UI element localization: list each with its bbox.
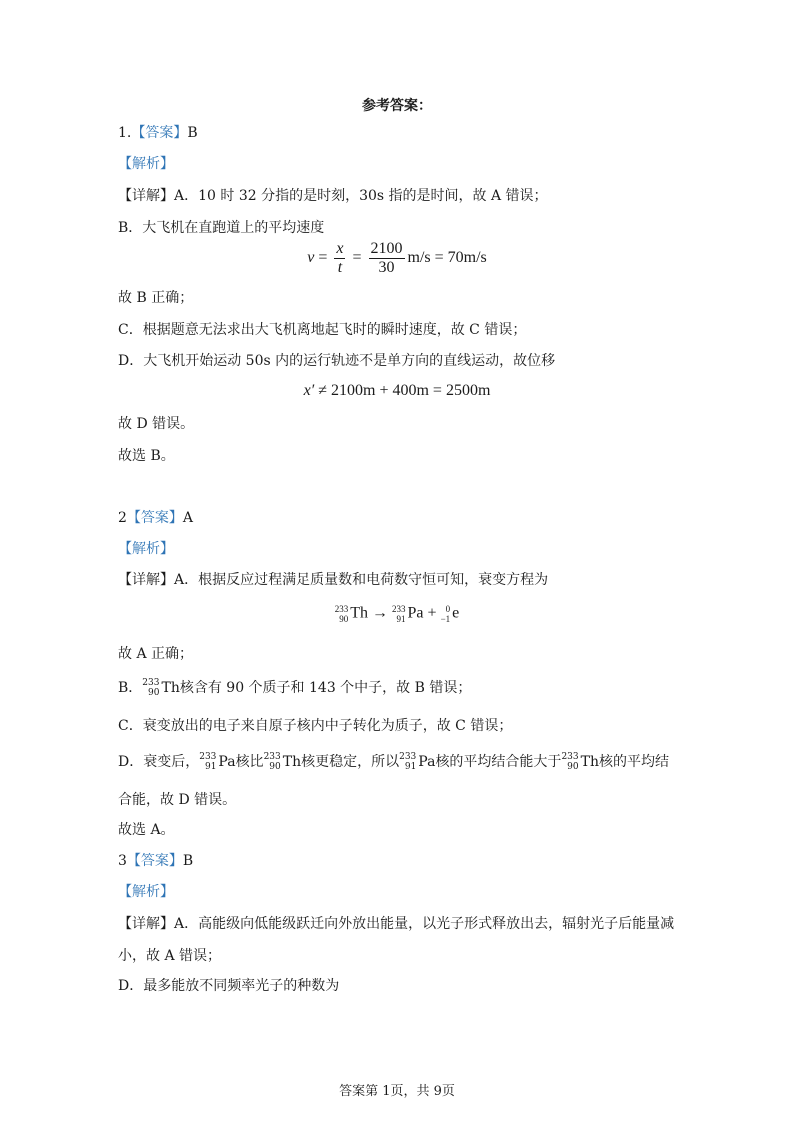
q1-line-b: B．大飞机在直跑道上的平均速度 [118,220,325,236]
q2-answer-value: A [182,510,194,526]
q1-line-a: A．10 时 32 分指的是时刻，30s 指的是时间，故 A 错误； [174,188,548,204]
th-symbol: Th [350,604,369,622]
q2-detail-a [118,570,548,590]
pa-charge: 91 [396,614,406,624]
th-charge: 90 [339,614,349,624]
q2-answer-tag: 【答案】 [126,510,183,526]
q2-line-d2: 合能，故 D 错误。 [118,792,237,808]
pa-mass-d1: 233 [199,752,217,762]
plus: + [427,604,437,622]
pa-charge-d1: 91 [204,762,217,772]
q1-answer-line [118,123,198,143]
f1-frac-num [369,240,405,277]
q2-analysis-tag: 【解析】 [118,541,174,557]
q2-number: 2 [118,510,127,526]
q2-d-mid2: 核更稳定，所以 [301,754,400,770]
q2-decay-equation [0,604,794,624]
q3-line-a2: 小，故 A 错误； [118,948,222,964]
th-symbol-b: Th [161,680,180,696]
f1-tail: m/s = 70m/s [407,249,487,267]
q1-line-d2: 故 D 错误。 [118,416,195,432]
f1-x: x [336,240,344,257]
q1-analysis-tag: 【解析】 [118,156,174,172]
th-mass-b: 233 [142,678,160,688]
pa-symbol: Pa [407,604,424,622]
arrow: → [372,604,389,622]
q3-line-d: D．最多能放不同频率光子的种数为 [118,978,340,994]
e-mass: 0 [445,604,451,614]
f1-eq: = [314,249,332,267]
pa-symbol-d1: Pa [218,754,236,770]
q1-detail-tag: 【详解】 [118,188,174,204]
q2-line-a: A．根据反应过程满足质量数和电荷数守恒可知，衰变方程为 [174,572,549,588]
q3-detail-a [118,914,674,934]
f1-den: 30 [378,259,395,276]
q2-detail-tag: 【详解】 [118,572,174,588]
q1-answer-tag: 【答案】 [131,125,188,141]
q2-b-post: 核含有 90 个质子和 143 个中子，故 B 错误； [179,680,472,696]
q2-d-mid1: 核比 [235,754,264,770]
q2-answer-line [118,508,193,528]
f1-v: v [307,249,315,267]
nuclide-pa [392,604,424,624]
q2-b-pre: B． [118,680,143,696]
th-symbol-d2: Th [580,754,599,770]
pa-symbol-d2: Pa [418,754,436,770]
nuclide-pa-d2 [399,752,435,772]
q1-displacement-formula [0,382,794,400]
e-symbol: e [452,604,460,622]
th-mass-d2: 233 [561,752,579,762]
f1-t: t [337,259,343,276]
f1-frac-xt [334,240,345,277]
pa-mass: 233 [392,604,406,614]
q1-velocity-formula [0,240,794,277]
f1-eq2: = [348,249,366,267]
q3-analysis-tag: 【解析】 [118,884,174,900]
q1-number: 1. [118,125,132,141]
e-charge: −1 [440,614,451,624]
q2-d-post: 核的平均结 [598,754,669,770]
q3-number: 3 [118,853,127,869]
th-mass-d1: 233 [263,752,281,762]
q2-d-pre: D．衰变后， [118,754,200,770]
th-charge-d2: 90 [567,762,579,772]
q1-answer-value: B [187,125,198,141]
th-charge-d1: 90 [269,762,281,772]
f2-rest: ≠ 2100m + 400m = 2500m [314,382,491,399]
q1-line-c: C．根据题意无法求出大飞机离地起飞时的瞬时速度，故 C 错误； [118,322,527,338]
q2-d-mid3: 核的平均结合能大于 [435,754,562,770]
nuclide-th [335,604,368,624]
q2-line-d [118,752,669,772]
nuclide-e [441,604,460,624]
q3-answer-tag: 【答案】 [126,853,183,869]
pa-mass-d2: 233 [399,752,417,762]
q3-detail-tag: 【详解】 [118,916,174,932]
page-title: 参考答案： [362,98,432,114]
nuclide-th-d2 [561,752,599,772]
page-footer: 答案第 1页，共 9页 [339,1084,455,1099]
q2-conclusion: 故选 A。 [118,822,175,838]
q1-conclusion: 故选 B。 [118,448,175,464]
q1-line-d: D．大飞机开始运动 50s 内的运行轨迹不是单方向的直线运动，故位移 [118,353,556,369]
pa-charge-d2: 91 [404,762,417,772]
th-mass: 233 [334,604,349,614]
q3-answer-line [118,851,193,871]
q3-line-a: A．高能级向低能级跃迁向外放出能量，以光子形式释放出去，辐射光子后能量减 [174,916,675,932]
f1-num: 2100 [370,240,403,257]
q1-detail-a [118,186,548,206]
q2-line-c: C．衰变放出的电子来自原子核内中子转化为质子，故 C 错误； [118,718,513,734]
nuclide-th-b [142,678,180,698]
q2-line-a2: 故 A 正确； [118,646,194,662]
nuclide-pa-d1 [199,752,235,772]
th-symbol-d1: Th [282,754,302,770]
th-charge-b: 90 [148,688,160,698]
nuclide-th-d1 [264,752,302,772]
f2-x: x′ [303,382,315,399]
q3-answer-value: B [182,853,194,869]
q2-line-b [118,678,471,698]
q1-line-b2: 故 B 正确； [118,290,194,306]
